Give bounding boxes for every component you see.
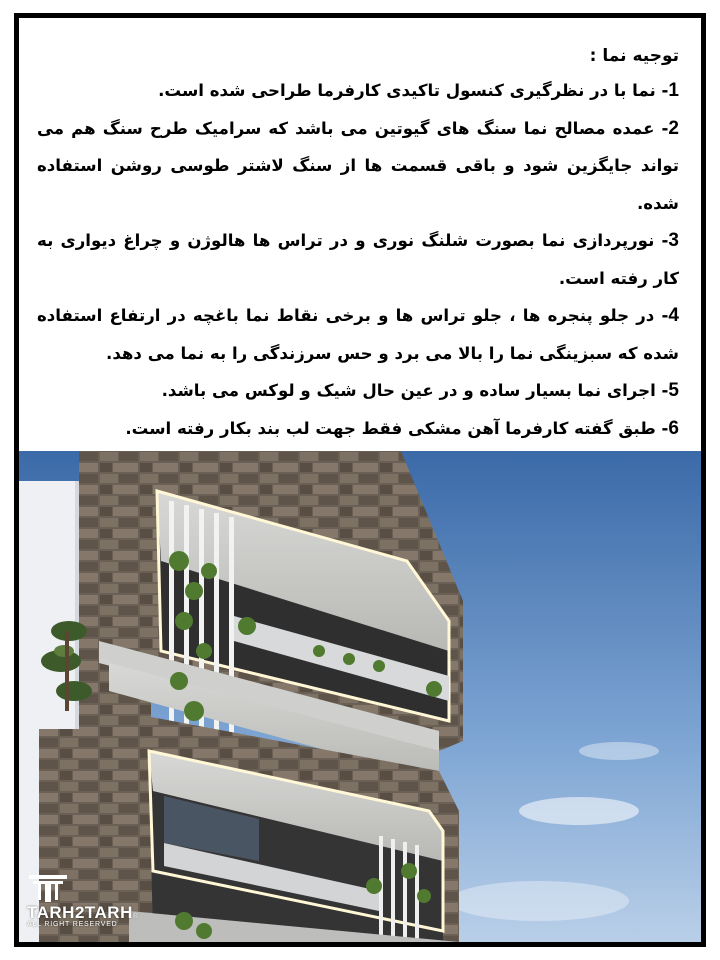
brand-tagline: ALL RIGHT RESERVED [27,921,118,928]
brand-name: TARH2TARH [27,903,133,922]
page-frame [14,13,706,947]
list-item: 6- طبق گفته کارفرما آهن مشکی فقط جهت لب بند بکار رفته است. [125,417,679,439]
list-item: 5- اجرای نما بسیار ساده و در عین حال شیک و لوکس می باشد. [161,380,679,401]
description-text [19,18,701,456]
list-item: 4- در جلو پنجره ها ، جلو تراس ها و برخی نقاط نما باغچه در ارتفاع استفاده شده که سبزینگی نما را بالا می برد و حس سرزندگی را به نما می دهد. [37,305,679,363]
list-item: 3- نورپردازی نما بصورت شلنگ نوری و در تراس ها هالوژن و چراغ دیواری به کار رفته است. [37,230,679,288]
logo-icon [27,873,69,903]
section-heading: توجیه نما : [589,46,679,66]
registered-mark: ® [132,913,139,920]
list-item: 1- نما با در نظرگیری کنسول تاکیدی کارفرما طراحی شده است. [158,80,679,101]
building-render [19,451,701,942]
brand-watermark [27,873,139,928]
list-item: 2- عمده مصالح نما سنگ های گیوتین می باشد که سرامیک طرح سنگ هم می تواند جایگزین شود و باقی قسمت ها از سنگ لاشتر طوسی روشن استفاده شده. [37,117,679,213]
